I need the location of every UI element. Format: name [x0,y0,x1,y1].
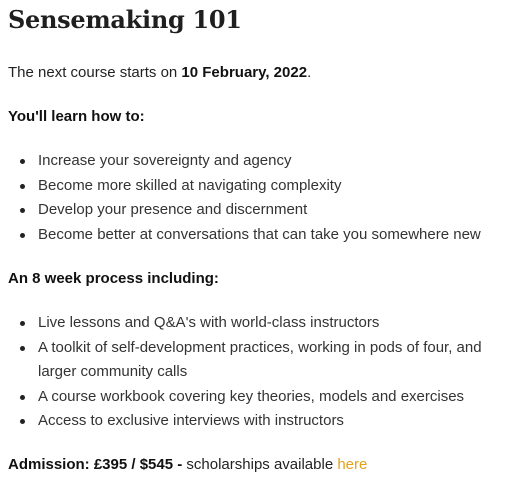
intro-suffix: . [307,64,312,81]
learn-list [8,149,524,247]
learn-item: Become more skilled at navigating complexity [8,174,524,199]
learn-item: Develop your presence and discernment [8,198,524,223]
page-title: Sensemaking 101 [8,5,242,34]
admission-price: Admission: £395 / $545 - [8,456,183,473]
course-start-date: 10 February, 2022 [181,64,308,81]
process-heading: An 8 week process including: [8,270,219,287]
process-item: Live lessons and Q&A's with world-class instructors [8,311,524,336]
scholarships-link[interactable]: here [337,456,368,473]
learn-heading: You'll learn how to: [8,108,145,125]
course-start-text [8,61,311,85]
learn-item: Increase your sovereignty and agency [8,149,524,174]
process-item: A toolkit of self-development practices, working in pods of four, and larger community calls [8,336,524,385]
scholarships-text: scholarships available [182,456,338,473]
intro-prefix: The next course starts on [8,64,182,81]
learn-item: Become better at conversations that can take you somewhere new [8,223,524,248]
process-item: Access to exclusive interviews with instructors [8,409,524,434]
process-list [8,311,524,434]
process-item: A course workbook covering key theories, models and exercises [8,385,524,410]
admission-text [8,453,367,477]
